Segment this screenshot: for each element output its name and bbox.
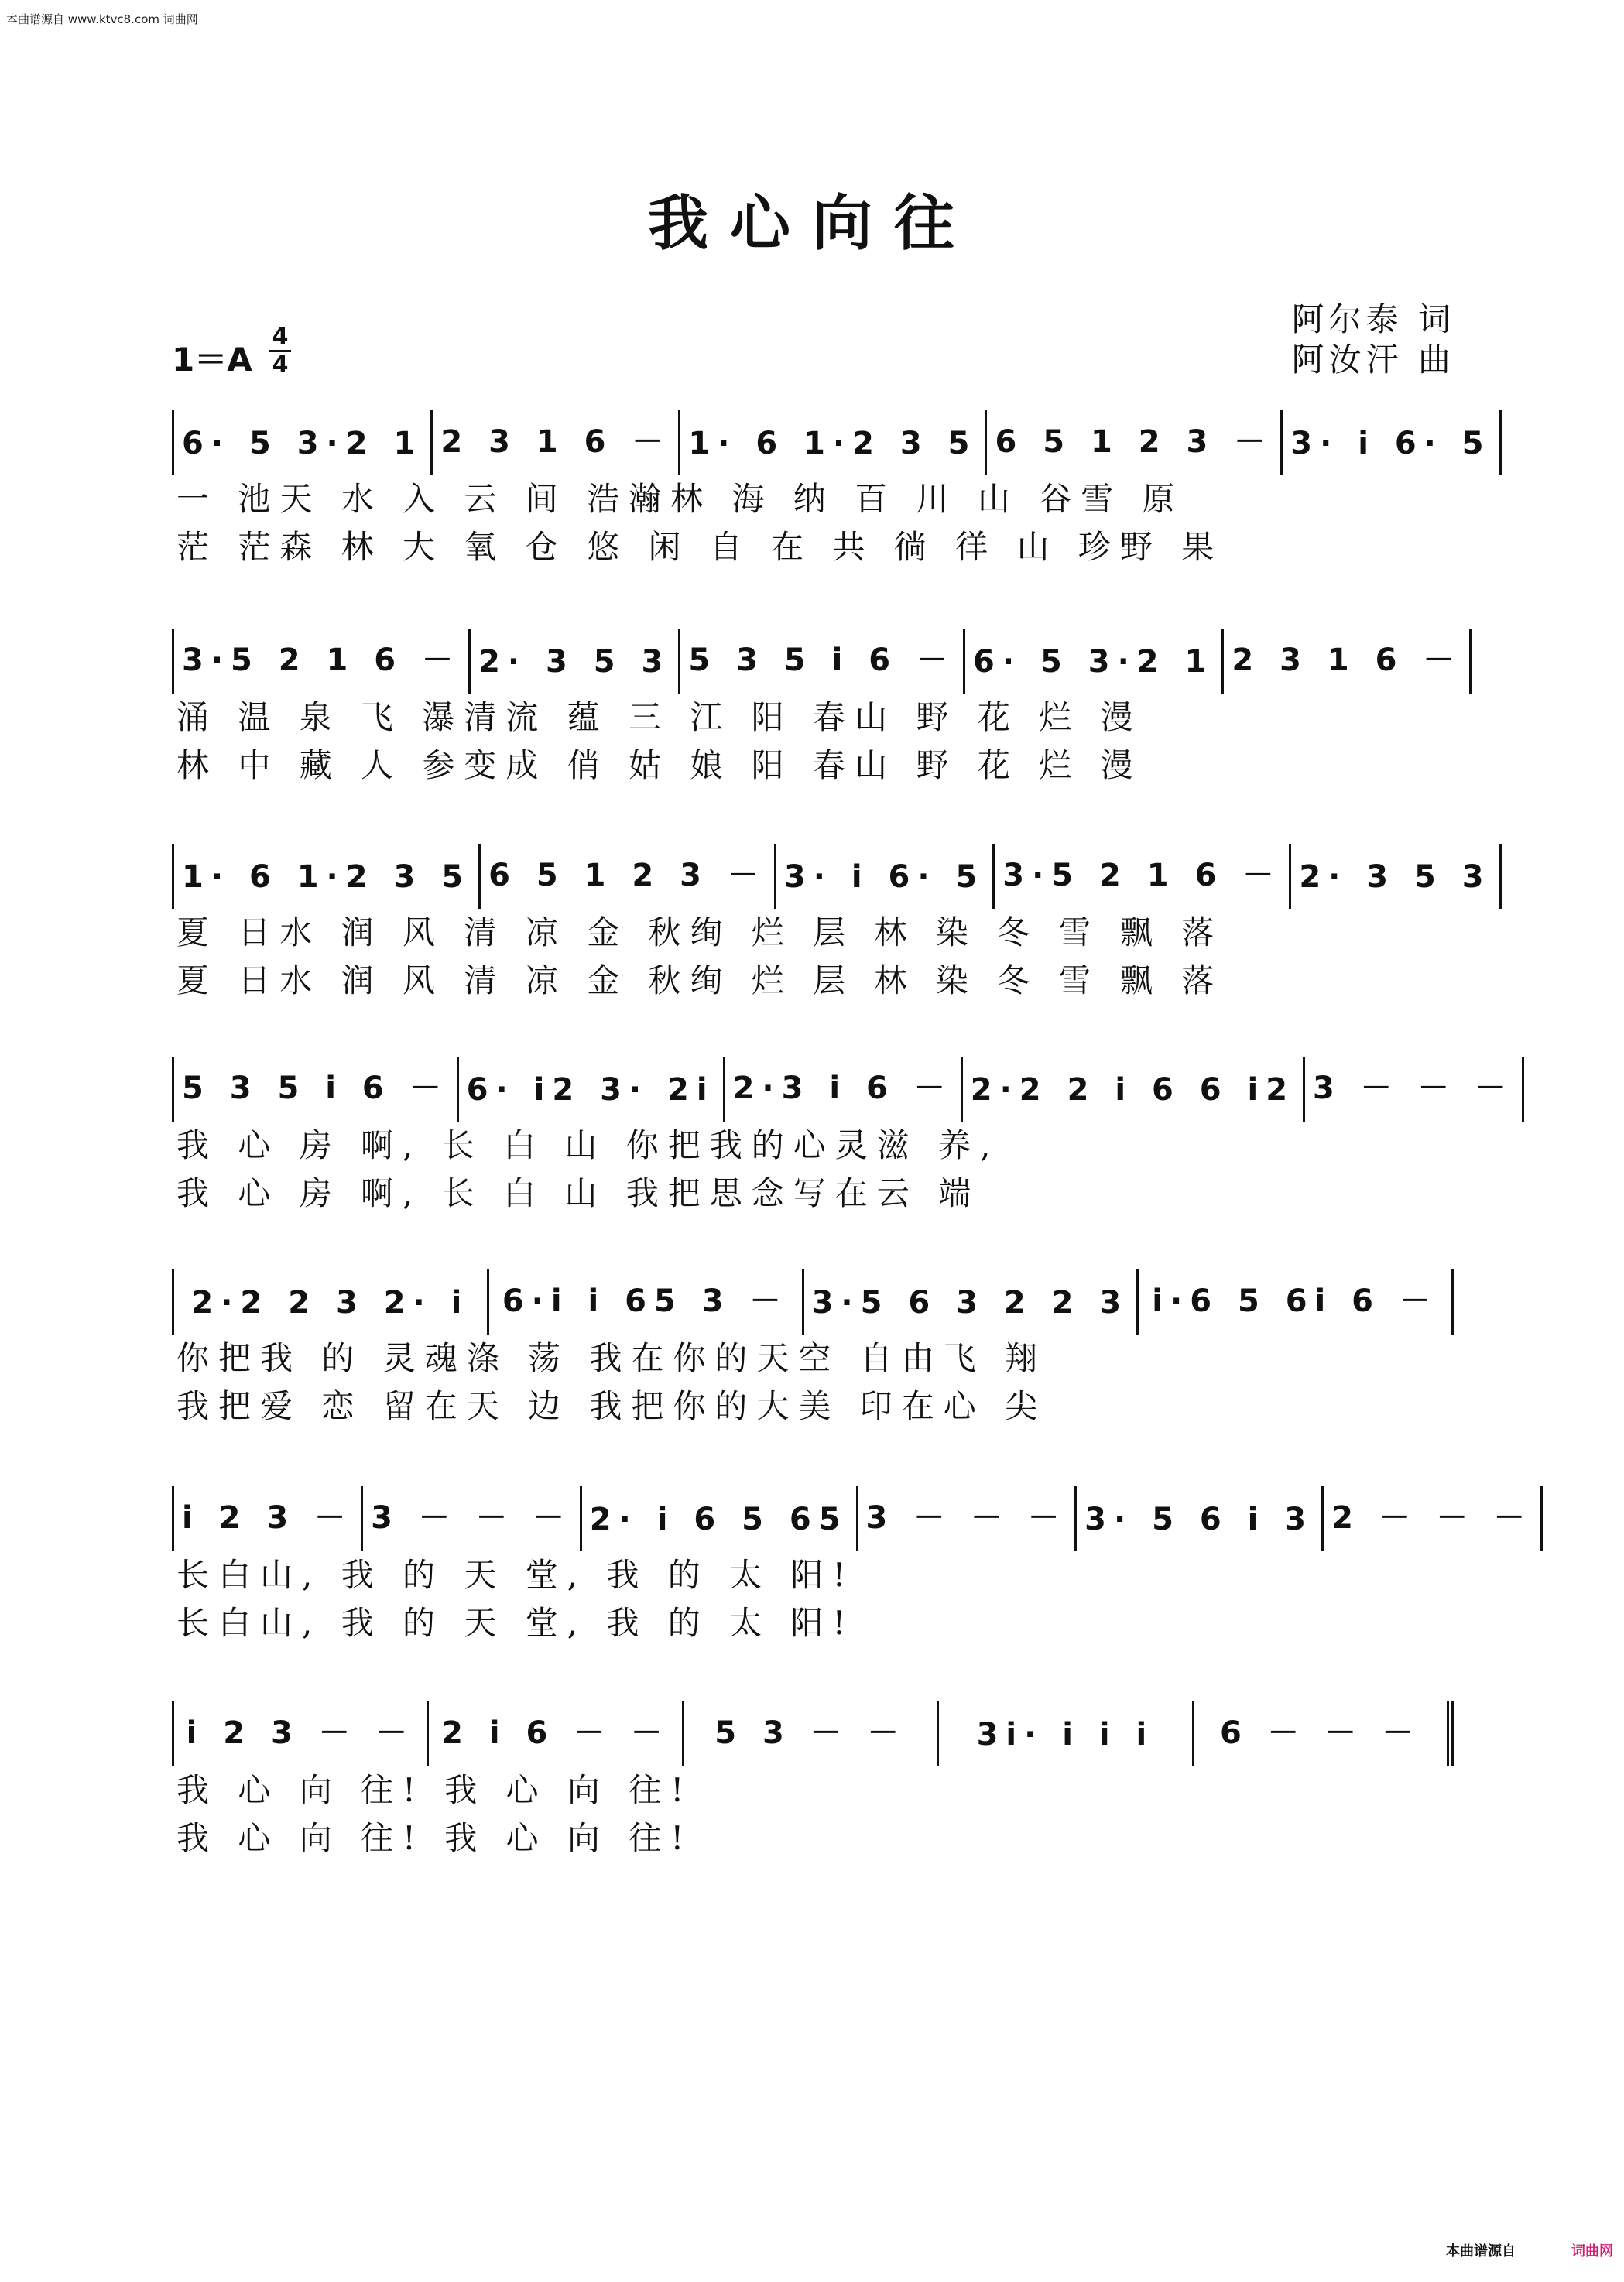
right-watermark-strip (1610, 31, 1621, 2251)
measure (174, 410, 433, 475)
measure (459, 1057, 725, 1122)
notation-line (172, 1057, 1514, 1122)
measure-notes: i 2 3 － － (186, 1715, 415, 1751)
measure-notes: 2· 3 5 3 (1299, 859, 1492, 895)
measure-notes: 2·2 2 3 2· i (191, 1285, 470, 1321)
measure-notes: 3· 5 6 i 3 (1084, 1502, 1314, 1537)
measure (174, 1269, 489, 1335)
notation-line (172, 629, 1462, 694)
notation-line (172, 1269, 1454, 1335)
measure (1305, 1057, 1524, 1122)
measure (174, 1486, 363, 1551)
measure (1283, 410, 1501, 475)
measure-notes: 6 5 1 2 3 － (488, 858, 766, 893)
source-banner: 本曲谱源自 www.ktvc8.com 词曲网 (6, 12, 198, 26)
measure (858, 1486, 1078, 1551)
score-system (172, 1057, 1514, 1218)
notation-line (172, 844, 1492, 909)
composer-credit: 阿汝汗 曲 (1291, 341, 1455, 379)
measure-notes: 5 3 － － (714, 1715, 906, 1751)
lyric-verse-2: 林 中 藏 人 参变成 俏 姑 娘 阳 春山 野 花 烂 漫 (176, 746, 1143, 784)
measure-notes: 6· i2 3· 2i (466, 1072, 715, 1108)
lyric-verse-2: 夏 日水 润 风 清 凉 金 秋绚 烂 层 林 染 冬 雪 飘 落 (176, 961, 1224, 999)
measure-notes: 2 i 6 － － (441, 1715, 670, 1751)
measure (776, 844, 995, 909)
measure (433, 410, 680, 475)
measure (987, 410, 1283, 475)
measure-notes: 3· i 6· 5 (1290, 426, 1492, 461)
measure-notes: 5 3 5 i 6 － (688, 642, 956, 678)
measure-notes: 3i· i i i (976, 1717, 1155, 1753)
measure-notes: 1· 6 1·2 3 5 (688, 426, 978, 461)
measure (1194, 1701, 1454, 1766)
measure-notes: 3 － － － (371, 1500, 572, 1536)
lyric-verse-2: 我 心 房 啊, 长 白 山 我把思念写在云 端 (176, 1174, 981, 1212)
measure-notes: i·6 5 6i 6 － (1152, 1283, 1438, 1319)
measure-notes: 2· i 6 5 65 (589, 1502, 848, 1537)
measure-notes: 2 3 1 6 － (440, 424, 671, 460)
score-system (172, 1701, 1454, 1862)
lyric-verse-2: 茫 茫森 林 大 氧 仓 悠 闲 自 在 共 徜 徉 山 珍野 果 (176, 528, 1224, 566)
measure (174, 1701, 429, 1766)
measure (471, 629, 680, 694)
measure-notes: 6 5 1 2 3 － (995, 424, 1273, 460)
measure-notes: 2· 3 5 3 (478, 644, 671, 680)
song-title: 我心向往 (647, 188, 976, 259)
lyric-verse-1: 一 池天 水 入 云 间 浩瀚林 海 纳 百 川 山 谷雪 原 (176, 480, 1184, 518)
measure-notes: 2 3 1 6 － (1232, 642, 1462, 678)
measure-notes: 6 － － － (1220, 1715, 1421, 1751)
measure-notes: 3 － － － (1313, 1071, 1514, 1106)
measure (1077, 1486, 1324, 1551)
lyric-verse-1: 你把我 的 灵魂涤 荡 我在你的天空 自由飞 翔 (176, 1339, 1047, 1377)
meter-bottom: 4 (272, 351, 289, 379)
measure-notes: 6· 5 3·2 1 (973, 644, 1215, 680)
score-system (172, 1486, 1533, 1647)
time-signature (269, 325, 291, 377)
measure-notes: 3 － － － (865, 1500, 1067, 1536)
measure-notes: 2·2 2 i 6 6 i2 (970, 1072, 1296, 1108)
left-watermark-strip (3, 31, 14, 2251)
measure (481, 844, 776, 909)
measure (582, 1486, 858, 1551)
notation-line (172, 410, 1492, 475)
measure-notes: i 2 3 － (182, 1500, 354, 1536)
measure (963, 1057, 1305, 1122)
meter-top: 4 (272, 323, 289, 350)
score-system (172, 629, 1462, 790)
measure (939, 1701, 1194, 1766)
lyric-verse-1: 我 心 房 啊, 长 白 山 你把我的心灵滋 养, (176, 1126, 1000, 1164)
footer-source-label: 本曲谱源自 (1446, 2243, 1516, 2260)
score-system (172, 410, 1492, 571)
measure (725, 1057, 963, 1122)
measure (489, 1269, 804, 1335)
lyric-verse-1: 我 心 向 往! 我 心 向 往! (176, 1771, 694, 1809)
measure (995, 844, 1291, 909)
measure (174, 1057, 459, 1122)
measure (1324, 1486, 1543, 1551)
key-signature: 1＝A (172, 341, 252, 379)
measure-notes: 3·5 6 3 2 2 3 (811, 1285, 1129, 1321)
measure-notes: 2 － － － (1331, 1500, 1533, 1536)
measure (965, 629, 1224, 694)
measure (429, 1701, 684, 1766)
measure-notes: 2·3 i 6 － (732, 1071, 953, 1106)
lyric-verse-2: 我 心 向 往! 我 心 向 往! (176, 1819, 694, 1857)
score-system (172, 844, 1492, 1005)
measure (363, 1486, 582, 1551)
score-system (172, 1269, 1454, 1431)
lyric-verse-2: 长白山, 我 的 天 堂, 我 的 太 阳! (176, 1604, 855, 1642)
lyric-verse-1: 长白山, 我 的 天 堂, 我 的 太 阳! (176, 1556, 855, 1594)
measure-notes: 3· i 6· 5 (783, 859, 985, 895)
measure-notes: 3·5 2 1 6 － (1002, 858, 1282, 893)
measure (804, 1269, 1139, 1335)
measure (680, 410, 987, 475)
measure (174, 844, 481, 909)
measure (680, 629, 965, 694)
measure-notes: 1· 6 1·2 3 5 (182, 859, 471, 895)
measure-notes: 6·i i 65 3 － (502, 1283, 789, 1319)
measure (174, 629, 471, 694)
lyric-verse-1: 涌 温 泉 飞 瀑清流 蕴 三 江 阳 春山 野 花 烂 漫 (176, 698, 1143, 736)
lyricist-credit: 阿尔泰 词 (1291, 300, 1455, 338)
measure (1139, 1269, 1454, 1335)
measure-notes: 3·5 2 1 6 － (182, 642, 461, 678)
lyric-verse-2: 我把爱 恋 留在天 边 我把你的大美 印在心 尖 (176, 1387, 1047, 1425)
measure-notes: 6· 5 3·2 1 (182, 426, 423, 461)
notation-line (172, 1701, 1454, 1766)
lyric-verse-1: 夏 日水 润 风 清 凉 金 秋绚 烂 层 林 染 冬 雪 飘 落 (176, 913, 1224, 951)
notation-line (172, 1486, 1533, 1551)
measure (684, 1701, 939, 1766)
measure (1291, 844, 1501, 909)
footer-site-logo: 词曲网 (1571, 2243, 1613, 2260)
measure-notes: 5 3 5 i 6 － (182, 1071, 449, 1106)
measure (1224, 629, 1472, 694)
